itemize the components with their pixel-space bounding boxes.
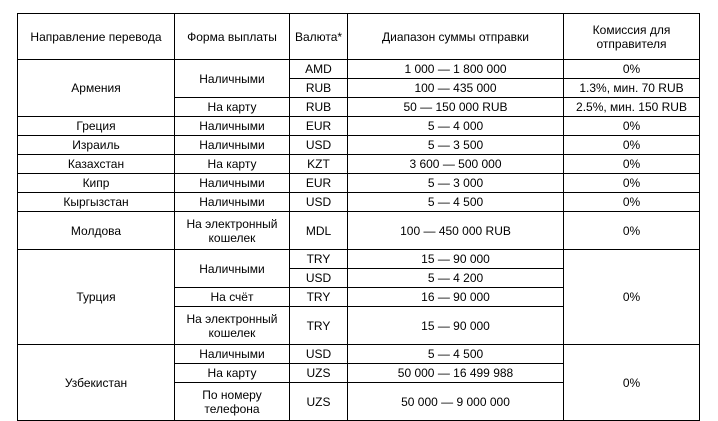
table-cell: На карту [175, 155, 290, 174]
table-cell: 16 — 90 000 [348, 288, 564, 307]
header-direction: Направление перевода [18, 14, 175, 60]
table-cell: USD [290, 193, 348, 212]
table-cell: 50 — 150 000 RUB [348, 98, 564, 117]
cell-line: кошелек [208, 325, 256, 340]
table-cell: 0% [564, 136, 700, 155]
table-cell: Наличными [175, 117, 290, 136]
table-cell: 0% [564, 60, 700, 79]
table-cell: USD [290, 136, 348, 155]
table-cell: 50 000 — 9 000 000 [348, 383, 564, 421]
table-cell: UZS [290, 383, 348, 421]
table-cell: На карту [175, 98, 290, 117]
table-cell: 100 — 435 000 [348, 79, 564, 98]
table-cell: 5 — 4 500 [348, 345, 564, 364]
table-row [18, 250, 700, 269]
table-row [18, 193, 700, 212]
table-cell: Наличными [175, 60, 290, 98]
table-cell: Молдова [18, 212, 175, 250]
table-cell: Кипр [18, 174, 175, 193]
table-cell: 5 — 3 000 [348, 174, 564, 193]
table-row [18, 136, 700, 155]
table-cell: 0% [564, 212, 700, 250]
table-cell: 1 000 — 1 800 000 [348, 60, 564, 79]
table-cell: 0% [564, 155, 700, 174]
table-cell: Наличными [175, 174, 290, 193]
cell-line: По номеру [202, 387, 262, 402]
table-cell: TRY [290, 250, 348, 269]
table-cell: USD [290, 269, 348, 288]
table-cell: RUB [290, 79, 348, 98]
table-cell: 5 — 4 500 [348, 193, 564, 212]
table-body [18, 60, 700, 421]
table-cell: UZS [290, 364, 348, 383]
table-cell: Наличными [175, 250, 290, 288]
table-cell: 1.3%, мин. 70 RUB [564, 79, 700, 98]
table-cell: 2.5%, мин. 150 RUB [564, 98, 700, 117]
header-currency: Валюта* [290, 14, 348, 60]
table-row [18, 60, 700, 79]
table-cell: 5 — 4 000 [348, 117, 564, 136]
table-cell: AMD [290, 60, 348, 79]
cell-line: На электронный [186, 216, 278, 231]
cell-line: На электронный [186, 311, 278, 326]
table-cell: TRY [290, 288, 348, 307]
table-cell: 0% [564, 174, 700, 193]
table-cell: На карту [175, 364, 290, 383]
header-amount-range: Диапазон суммы отправки [348, 14, 564, 60]
cell-line: кошелек [208, 230, 256, 245]
table-cell: 5 — 3 500 [348, 136, 564, 155]
table-cell: Кыргызстан [18, 193, 175, 212]
table-cell: 5 — 4 200 [348, 269, 564, 288]
table-cell: EUR [290, 174, 348, 193]
table-cell: Греция [18, 117, 175, 136]
table-cell: 0% [564, 250, 700, 345]
table-cell: 100 — 450 000 RUB [348, 212, 564, 250]
table-row [18, 174, 700, 193]
table-cell [175, 212, 290, 250]
table-cell: Наличными [175, 193, 290, 212]
table-cell: 15 — 90 000 [348, 307, 564, 345]
table-cell: USD [290, 345, 348, 364]
cell-line: телефона [204, 401, 260, 416]
header-sender-fee-line-2: отправителя [596, 36, 667, 51]
table-row [18, 345, 700, 364]
table-cell: Турция [18, 250, 175, 345]
table-cell: 3 600 — 500 000 [348, 155, 564, 174]
table-row [18, 155, 700, 174]
table-header-row [18, 14, 700, 60]
header-payout-form: Форма выплаты [175, 14, 290, 60]
table-cell: Наличными [175, 136, 290, 155]
table-cell: MDL [290, 212, 348, 250]
table-row [18, 117, 700, 136]
table-cell: KZT [290, 155, 348, 174]
table-cell: 15 — 90 000 [348, 250, 564, 269]
table-cell: Армения [18, 60, 175, 117]
table-cell [175, 307, 290, 345]
table-cell: Казахстан [18, 155, 175, 174]
table-cell: 0% [564, 117, 700, 136]
table-row [18, 212, 700, 250]
table-cell: На счёт [175, 288, 290, 307]
table-cell: Наличными [175, 345, 290, 364]
table-cell: EUR [290, 117, 348, 136]
header-sender-fee [564, 14, 700, 60]
table-cell: TRY [290, 307, 348, 345]
transfer-directions-table [17, 13, 700, 421]
table-cell: RUB [290, 98, 348, 117]
table-cell [175, 383, 290, 421]
table-cell: 0% [564, 345, 700, 421]
table-cell: Израиль [18, 136, 175, 155]
table-cell: 50 000 — 16 499 988 [348, 364, 564, 383]
table-cell: 0% [564, 193, 700, 212]
header-sender-fee-line-1: Комиссия для [592, 22, 671, 37]
table-cell: Узбекистан [18, 345, 175, 421]
